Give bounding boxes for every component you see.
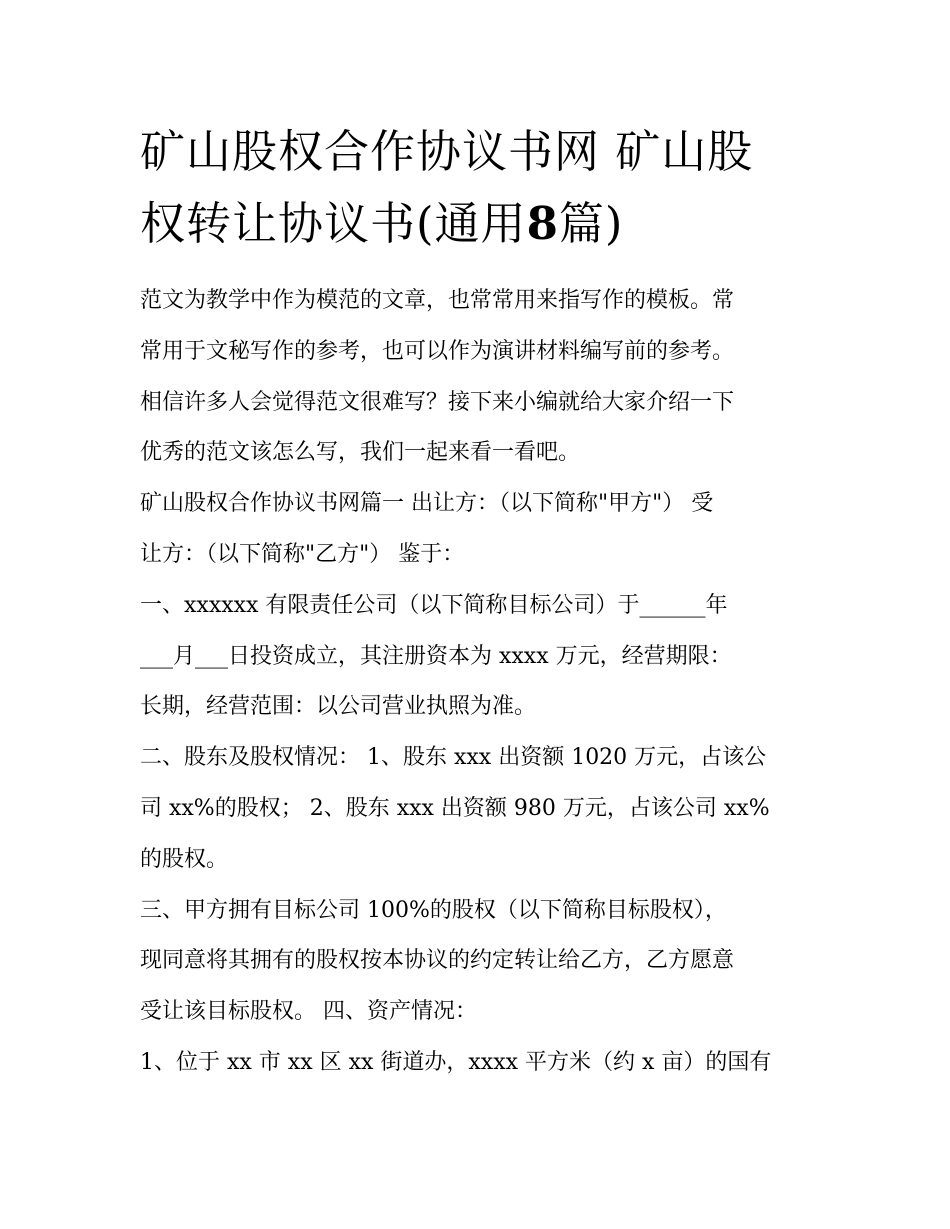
title-line-2-part-c: 篇) <box>558 197 624 250</box>
body-line: 1、位于 xx 市 xx 区 xx 街道办，xxxx 平方米（约 x 亩）的国有 <box>140 1049 772 1075</box>
body-line: ___月___日投资成立，其注册资本为 xxxx 万元，经营期限： <box>140 643 732 669</box>
document-body <box>140 276 820 1089</box>
title-line-2-part-a: 权转让协议书(通用 <box>140 197 527 250</box>
body-line: 常用于文秘写作的参考，也可以作为演讲材料编写前的参考。 <box>140 338 735 364</box>
title-line-2-number: 8 <box>526 197 559 250</box>
body-line: 现同意将其拥有的股权按本协议的约定转让给乙方，乙方愿意 <box>140 948 735 974</box>
document-title <box>140 116 820 260</box>
body-line: 受让该目标股权。 四、资产情况： <box>140 999 477 1025</box>
body-line: 三、甲方拥有目标公司 100%的股权（以下简称目标股权）， <box>140 897 727 923</box>
body-line: 二、股东及股权情况： 1、股东 xxx 出资额 1020 万元，占该公 <box>140 745 767 771</box>
body-line: 矿山股权合作协议书网篇一 出让方：（以下简称"甲方"） 受 <box>140 491 714 517</box>
body-line: 优秀的范文该怎么写，我们一起来看一看吧。 <box>140 440 581 466</box>
body-line: 司 xx%的股权； 2、股东 xxx 出资额 980 万元，占该公司 xx% <box>140 795 770 821</box>
body-line: 的股权。 <box>140 846 229 872</box>
body-line: 一、xxxxxx 有限责任公司（以下简称目标公司）于______年 <box>140 592 728 618</box>
body-line: 长期，经营范围：以公司营业执照为准。 <box>140 694 537 720</box>
body-line: 相信许多人会觉得范文很难写？接下来小编就给大家介绍一下 <box>140 389 735 415</box>
body-line: 让方：（以下简称"乙方"） 鉴于： <box>140 541 465 567</box>
body-line: 范文为教学中作为模范的文章，也常常用来指写作的模板。常 <box>140 288 735 313</box>
title-line-1: 矿山股权合作协议书网 矿山股 <box>140 125 754 178</box>
